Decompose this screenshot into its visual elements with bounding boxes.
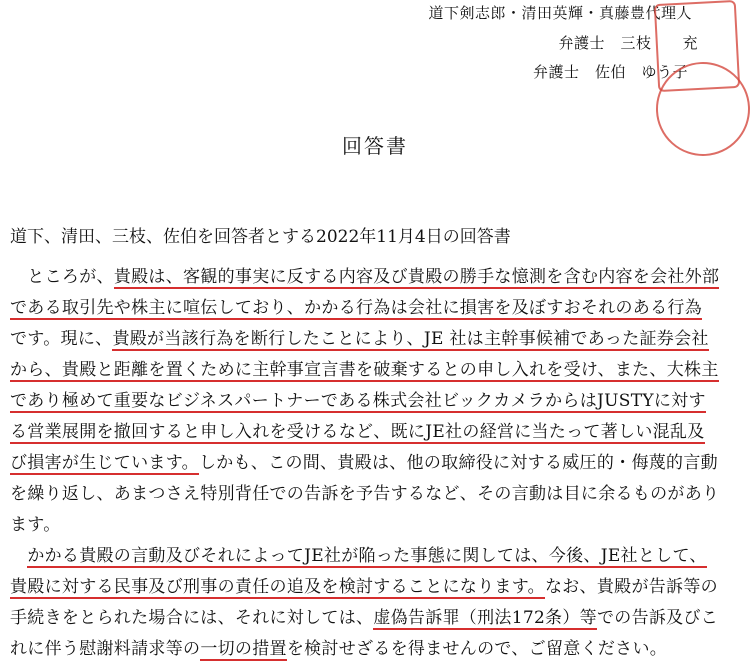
- body-line: [10, 386, 740, 417]
- body-line: [10, 510, 740, 541]
- text-segment: を繰り返し、あまつさえ特別背任での告訴を予告するなど、その言動は目に余るものがあり: [10, 484, 720, 504]
- body-line: [10, 262, 740, 293]
- text-segment: しかも、この間、貴殿は、他の取締役に対する威圧的・侮蔑的言動: [198, 453, 718, 473]
- underlined-segment: び損害が生じています。: [10, 453, 199, 473]
- text-segment: 手続きをとられた場合には、それに対しては、: [10, 608, 374, 628]
- underlined-segment: 貴殿が当該行為を断行したことにより、JE 社は主幹事候補であった証券会社: [112, 329, 709, 349]
- body-line: [10, 324, 740, 355]
- body-line: [10, 417, 740, 448]
- underlined-segment: 一切の措置: [200, 639, 287, 659]
- underlined-segment: である取引先や株主に喧伝しており、かかる行為は会社に損害を及ぼすおそれのある行為: [10, 298, 702, 318]
- body-line: [10, 479, 740, 510]
- body-line: [10, 448, 740, 479]
- text-segment: [10, 546, 27, 566]
- underlined-segment: 大株主: [666, 360, 719, 380]
- underlined-segment: かかる貴殿の言動及びそれによってJE社が陥った事態に関しては、今後、JE社として、: [27, 546, 707, 566]
- underlined-segment: から、貴殿と距離を置くために主幹事宣言書を破棄するとの申し入れを受け、また、: [10, 360, 667, 380]
- text-segment: です。現に、: [10, 329, 113, 349]
- header-line-lawyer-1: 弁護士 三枝 充: [558, 34, 698, 52]
- body-line: [10, 355, 740, 386]
- body-line: [10, 603, 740, 634]
- text-segment: れに伴う慰謝料請求等の: [10, 639, 201, 659]
- header-line-lawyer-2: 弁護士 佐伯 ゆう子: [532, 63, 688, 81]
- body-line: [10, 541, 740, 572]
- text-segment: ます。: [10, 515, 61, 535]
- body-text: [10, 262, 740, 665]
- text-segment: での告訴及びこ: [596, 608, 719, 628]
- underlined-segment: 虚偽告訴罪（刑法172条）等: [373, 608, 597, 628]
- underlined-segment: であり極めて重要なビジネスパートナーである株式会社ビックカメラからはJUSTYに対す: [10, 391, 706, 411]
- text-segment: ところが、: [10, 267, 114, 287]
- body-line: [10, 634, 740, 665]
- underlined-segment: 貴殿は、客観的事実に反する内容及び貴殿の勝手な憶測を含む内容を会社外部: [113, 267, 720, 287]
- underlined-segment: 貴殿に対する民事及び刑事の責任の追及を検討することになります。: [10, 577, 545, 597]
- underlined-segment: る営業展開を撤回すると申し入れを受けるなど、既にJE社の経営に当たって著しい混乱及: [10, 422, 705, 442]
- body-line: [10, 572, 740, 603]
- document-title: 回答書: [342, 134, 408, 158]
- header-line-representative: 道下剣志郎・清田英輝・真藤豊代理人: [428, 4, 692, 22]
- document-subject: 道下、清田、三枝、佐伯を回答者とする2022年11月4日の回答書: [10, 227, 511, 247]
- text-segment: なお、貴殿が告訴等の: [544, 577, 718, 597]
- text-segment: を検討せざるを得ませんので、ご留意ください。: [286, 639, 668, 659]
- body-line: [10, 293, 740, 324]
